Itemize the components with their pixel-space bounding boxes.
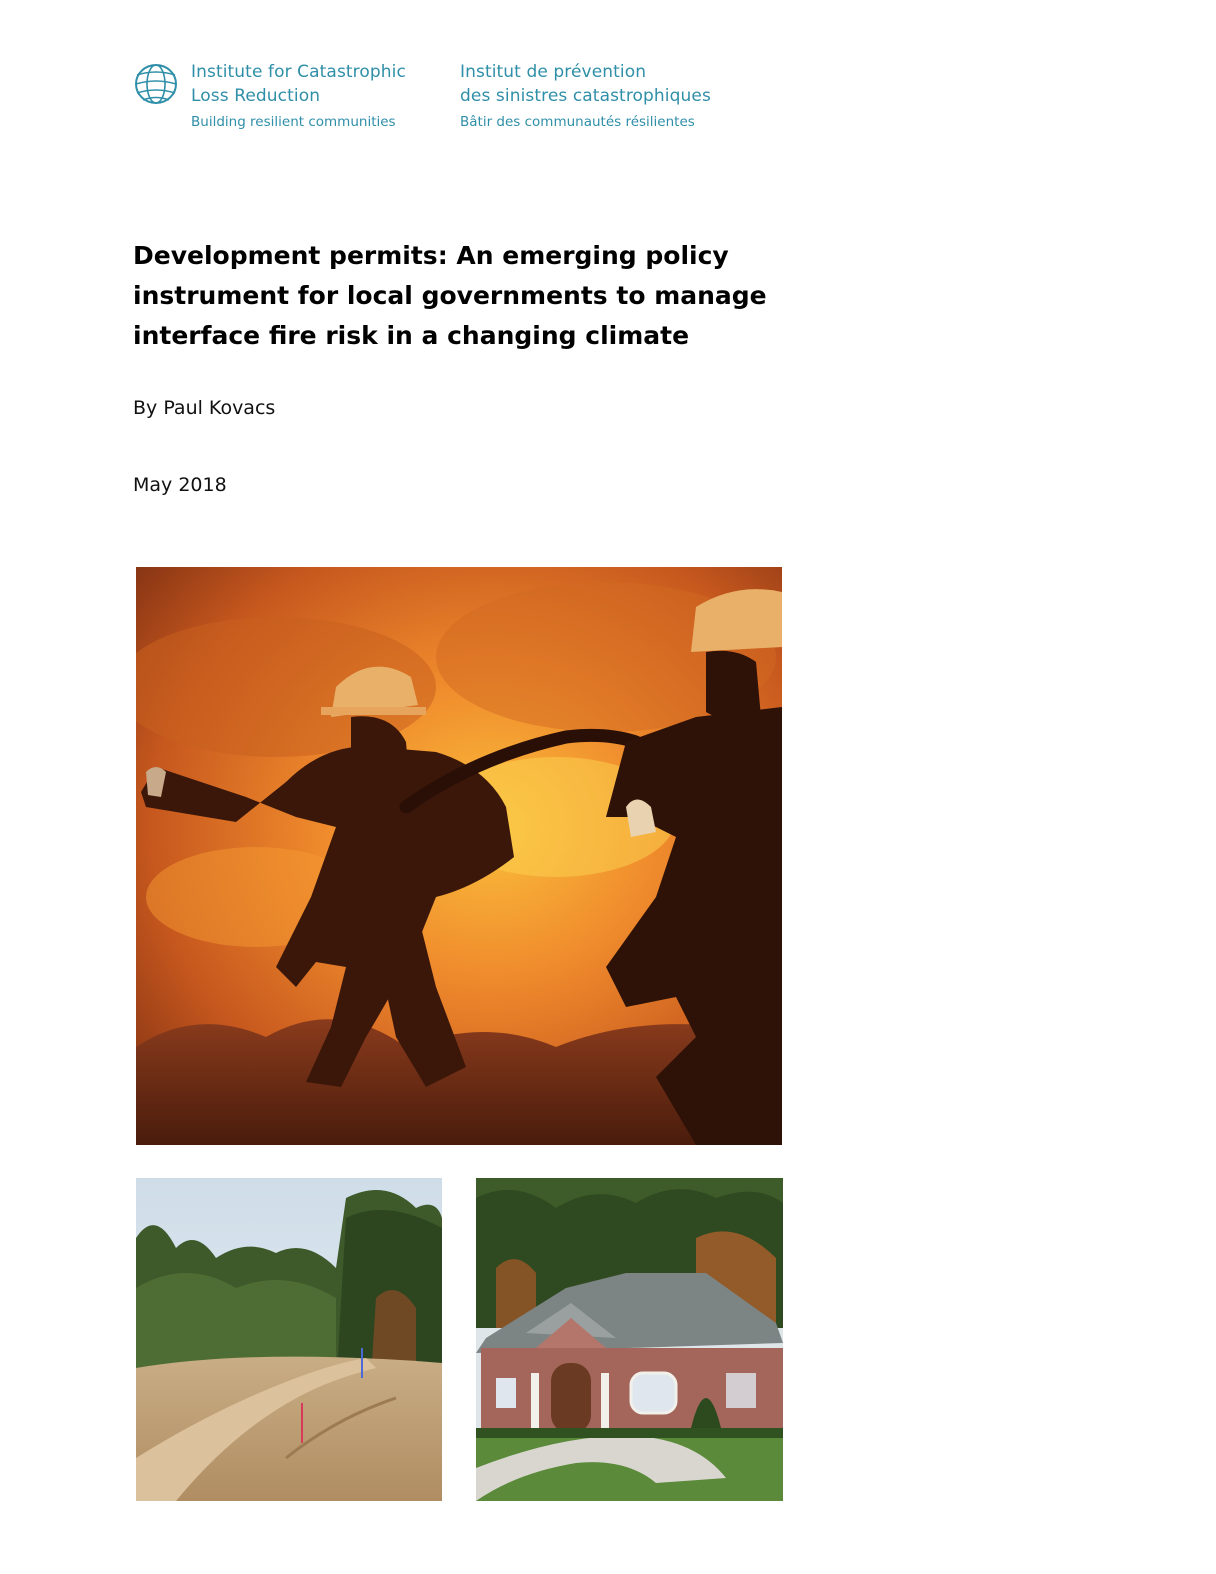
org-name-fr-line1: Institut de prévention	[460, 62, 647, 82]
globe-icon	[133, 62, 179, 106]
document-title: Development permits: An emerging policy instrument for local governments to manage interface fire risk in a changing climate	[133, 241, 767, 350]
org-name-fr-line2: des sinistres catastrophiques	[460, 86, 711, 106]
document-author: By Paul Kovacs	[133, 397, 276, 419]
firefighters-photo	[136, 567, 782, 1145]
header-logo	[133, 60, 833, 140]
house-photo	[476, 1178, 783, 1501]
document-date: May 2018	[133, 474, 227, 496]
cleared-land-photo	[136, 1178, 442, 1501]
tagline-fr: Bâtir des communautés résilientes	[460, 114, 695, 130]
logo-french	[460, 60, 711, 130]
org-name-en-line1: Institute for Catastrophic	[191, 62, 406, 82]
tagline-en: Building resilient communities	[191, 114, 396, 130]
logo-english	[191, 60, 406, 130]
org-name-en-line2: Loss Reduction	[191, 86, 321, 106]
